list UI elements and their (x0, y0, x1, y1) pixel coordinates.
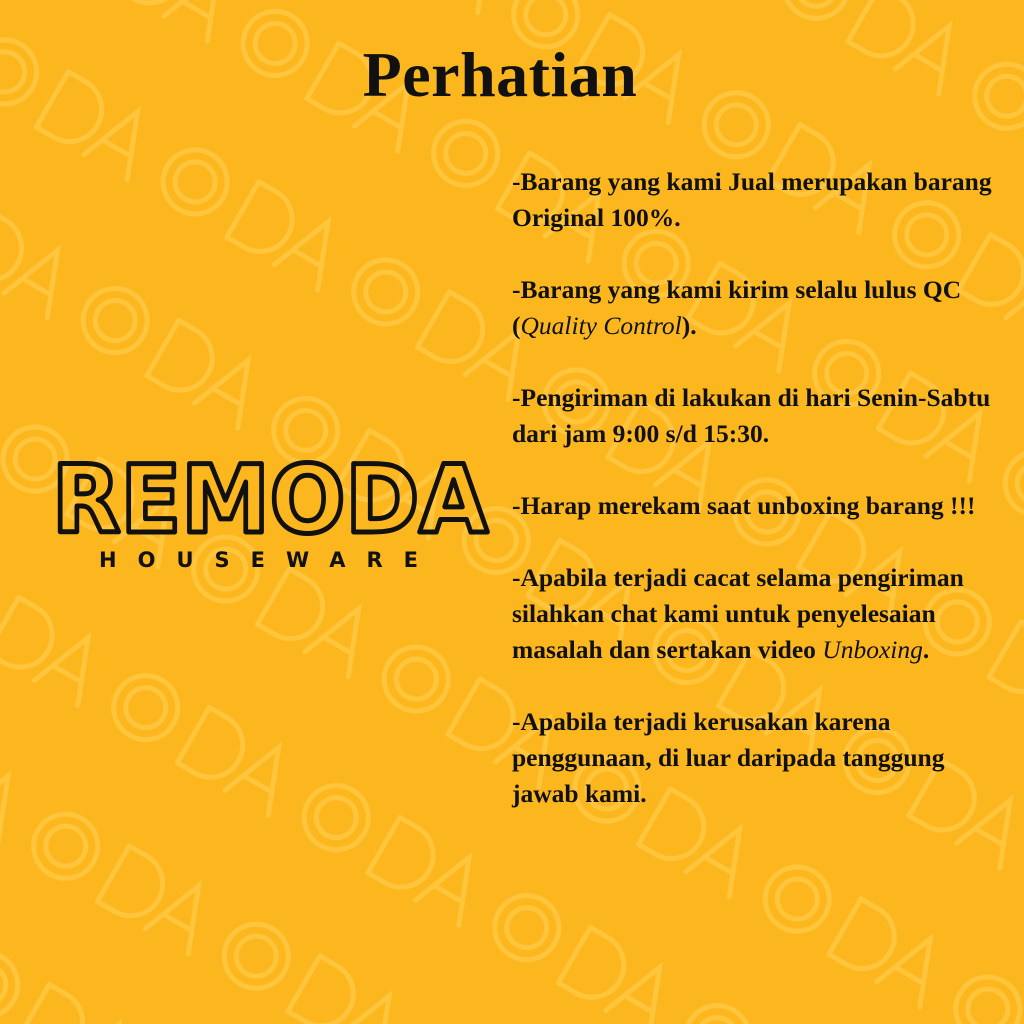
notice-item (512, 272, 1002, 344)
notice-text-end: . (922, 635, 930, 664)
logo-wordmark: REMODA (52, 450, 489, 555)
logo-tagline: HOUSEWARE (99, 548, 439, 572)
notice-text: -Barang yang kami kirim selalu lulus QC ( (512, 275, 962, 340)
notice-italic: Unboxing (822, 635, 923, 664)
notice-list (512, 164, 1002, 848)
notice-text: -Harap merekam saat unboxing barang !!! (512, 491, 976, 520)
notice-item (512, 704, 1002, 812)
notice-text: -Pengiriman di lakukan di hari Senin-Sabtu dari jam 9:00 s/d 15:30. (512, 383, 991, 448)
page-title: Perhatian (362, 39, 638, 110)
notice-text: -Apabila terjadi cacat selama pengiriman silahkan chat kami untuk penyelesaian masalah dan sertakan video (512, 563, 964, 664)
notice-item (512, 560, 1002, 668)
remoda-houseware-logo (44, 450, 494, 575)
notice-item (512, 488, 1002, 524)
notice-item (512, 380, 1002, 452)
notice-text-end: ). (681, 311, 697, 340)
notice-italic: Quality Control (520, 311, 682, 340)
notice-text: -Apabila terjadi kerusakan karena penggunaan, di luar daripada tanggung jawab kami. (512, 707, 945, 808)
notice-item (512, 164, 1002, 236)
notice-text: -Barang yang kami Jual merupakan barang Original 100%. (512, 167, 992, 232)
